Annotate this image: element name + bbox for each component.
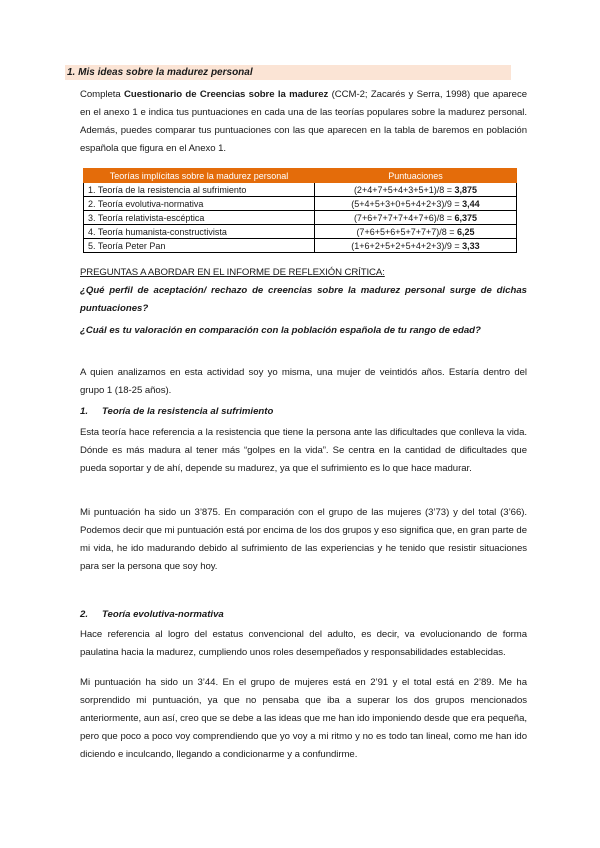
table-cell-score [315, 239, 517, 253]
table-cell-score [315, 197, 517, 211]
theory-2-title: Teoría evolutiva-normativa [102, 609, 224, 620]
table-cell-score [315, 225, 517, 239]
questions-title: PREGUNTAS A ABORDAR EN EL INFORME DE REFLEXIÓN CRÍTICA: [80, 267, 385, 278]
theory-2-number: 2. [80, 609, 89, 620]
score-result: 6,375 [454, 212, 478, 223]
score-formula: (7+6+7+7+7+4+7+6)/8 = [353, 212, 455, 223]
theory-1-number: 1. [80, 406, 89, 417]
score-result: 6,25 [457, 226, 475, 237]
intro-text-start: Completa [80, 89, 125, 100]
intro-bold-title: Cuestionario de Creencias sobre la madurez [124, 89, 329, 100]
scores-table [83, 168, 517, 253]
score-formula: (7+6+5+6+5+7+7+7)/8 = [356, 226, 458, 237]
score-formula: (2+4+7+5+4+3+5+1)/8 = [353, 184, 455, 195]
intro-paragraph [80, 86, 527, 158]
score-result: 3,875 [454, 184, 478, 195]
theory-1-paragraph-2: Mi puntuación ha sido un 3’875. En comparación con el grupo de las mujeres (3’73) y del total (3’66). Podemos decir que mi puntuación está por encima de los dos grupos y eso significa que, en gran parte de mi vida, he ido madurando debido al sufrimiento de las experiencias y he tenido que resistir situaciones para ser la persona que soy hoy. [80, 507, 527, 572]
question-2: ¿Cuál es tu valoración en comparación con la población española de tu rango de edad? [80, 325, 481, 336]
table-cell-theory: 5. Teoría Peter Pan [84, 239, 315, 253]
table-row [84, 183, 517, 197]
table-header-scores: Puntuaciones [315, 169, 517, 183]
theory-2-paragraph-1: Hace referencia al logro del estatus convencional del adulto, es decir, va evolucionando de forma paulatina hacia la madurez, cumpliendo unos roles desempeñados y responsabilidades establecidas. [80, 629, 527, 658]
table-cell-theory: 2. Teoría evolutiva-normativa [84, 197, 315, 211]
theory-1-heading [80, 406, 273, 417]
table-header-theory: Teorías implícitas sobre la madurez personal [84, 169, 315, 183]
table-cell-score [315, 183, 517, 197]
table-row [84, 239, 517, 253]
table-row [84, 211, 517, 225]
score-formula: (1+6+2+5+2+5+4+2+3)/9 = [351, 240, 463, 251]
section-heading: 1. Mis ideas sobre la madurez personal [65, 65, 511, 80]
intro-text-end: (CCM-2; Zacarés y Serra, 1998) que aparece en el anexo 1 e indica tus puntuaciones en cada una de las teorías populares sobre la madurez personal. Además, puedes comparar tus puntuaciones con las que aparecen en la tabla de baremos en población española que figura en el Anexo 1. [80, 89, 527, 154]
table-header-row [84, 169, 517, 183]
table-row [84, 225, 517, 239]
table-cell-theory: 3. Teoría relativista-escéptica [84, 211, 315, 225]
theory-2-heading [80, 609, 224, 620]
score-formula: (5+4+5+3+0+5+4+2+3)/9 = [351, 198, 463, 209]
score-result: 3,44 [462, 198, 480, 209]
theory-1-paragraph-1: Esta teoría hace referencia a la resistencia que tiene la persona ante las dificultades que conlleva la vida. Dónde es más madura al tener más “golpes en la vida”. Se centra en la cantidad de dificultades que pueda soportar y de ahí, depende su madurez, ya que el sufrimiento es lo que hace madurar. [80, 427, 527, 474]
theory-1-title: Teoría de la resistencia al sufrimiento [102, 406, 274, 417]
intro-self-paragraph: A quien analizamos en esta actividad soy yo misma, una mujer de veintidós años. Estaría dentro del grupo 1 (18-25 años). [80, 367, 527, 396]
question-1: ¿Qué perfil de aceptación/ rechazo de creencias sobre la madurez personal surge de dichas puntuaciones? [80, 285, 527, 314]
table-cell-score [315, 211, 517, 225]
table-cell-theory: 1. Teoría de la resistencia al sufrimiento [84, 183, 315, 197]
table-cell-theory: 4. Teoría humanista-constructivista [84, 225, 315, 239]
theory-2-paragraph-2: Mi puntuación ha sido un 3’44. En el grupo de mujeres está en 2’91 y el total está en 2’89. Me ha sorprendido mi puntuación, ya que no pensaba que iba a superar los dos grupos mencionados anteriormente, aun así, creo que se debe a las ideas que me han ido imponiendo desde que era pequeña, pero que poco a poco voy comprendiendo que yo voy a mi ritmo y no es todo tan lineal, como me han ido diciendo e inculcando, llegando a condicionarme y a confundirme. [80, 677, 527, 760]
table-row [84, 197, 517, 211]
score-result: 3,33 [462, 240, 480, 251]
